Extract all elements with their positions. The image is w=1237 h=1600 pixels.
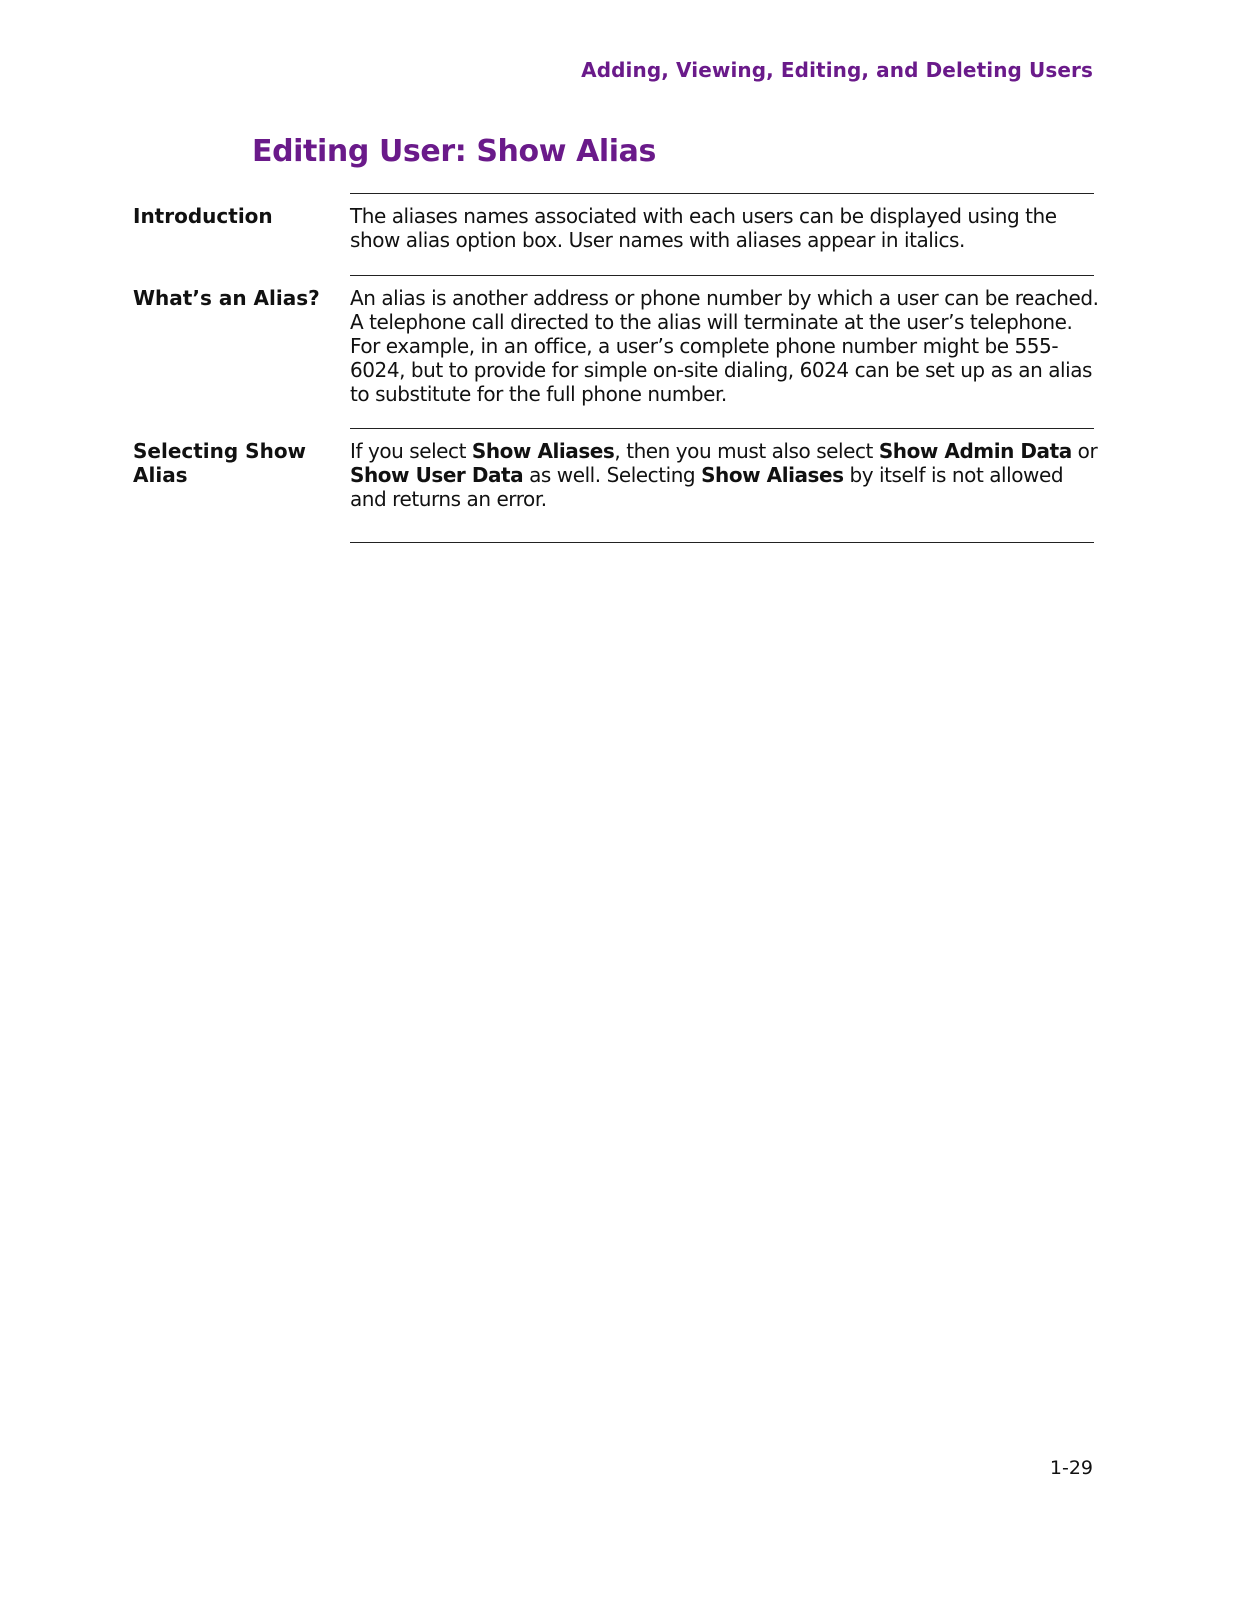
body-text: If you select	[350, 439, 472, 463]
option-show-user-data: Show User Data	[350, 463, 524, 487]
body-text: , then you must also select	[614, 439, 879, 463]
section-divider	[350, 542, 1094, 543]
section-divider	[350, 275, 1094, 276]
option-show-aliases: Show Aliases	[471, 439, 615, 463]
section-label-selecting-show-alias: Selecting Show Alias	[133, 439, 307, 487]
option-show-aliases: Show Aliases	[701, 463, 844, 487]
section-body-introduction: The aliases names associated with each users can be displayed using the show alias option box. User names with aliases appear in italics.	[350, 204, 1057, 252]
section-label-introduction: Introduction	[133, 204, 273, 228]
option-show-admin-data: Show Admin Data	[878, 439, 1072, 463]
section-body-selecting-show-alias	[350, 439, 1100, 511]
section-divider	[350, 428, 1094, 429]
running-header: Adding, Viewing, Editing, and Deleting Users	[581, 58, 1093, 82]
section-divider	[350, 193, 1094, 194]
section-label-whats-an-alias: What’s an Alias?	[133, 286, 320, 310]
section-body-whats-an-alias: An alias is another address or phone number by which a user can be reached. A telephone call directed to the alias will terminate at the user’s telephone. For example, in an office, a user’s complete phone number might be 555-6024, but to provide for simple on-site dialing, 6024 can be set up as an alias to substitute for the full phone number.	[350, 286, 1099, 406]
page-title: Editing User: Show Alias	[252, 134, 656, 169]
body-text: or	[1071, 439, 1098, 463]
page-number: 1-29	[1049, 1457, 1093, 1479]
body-text: as well. Selecting	[523, 463, 702, 487]
body-text: by itself is not allowed and returns an error.	[350, 463, 1064, 511]
